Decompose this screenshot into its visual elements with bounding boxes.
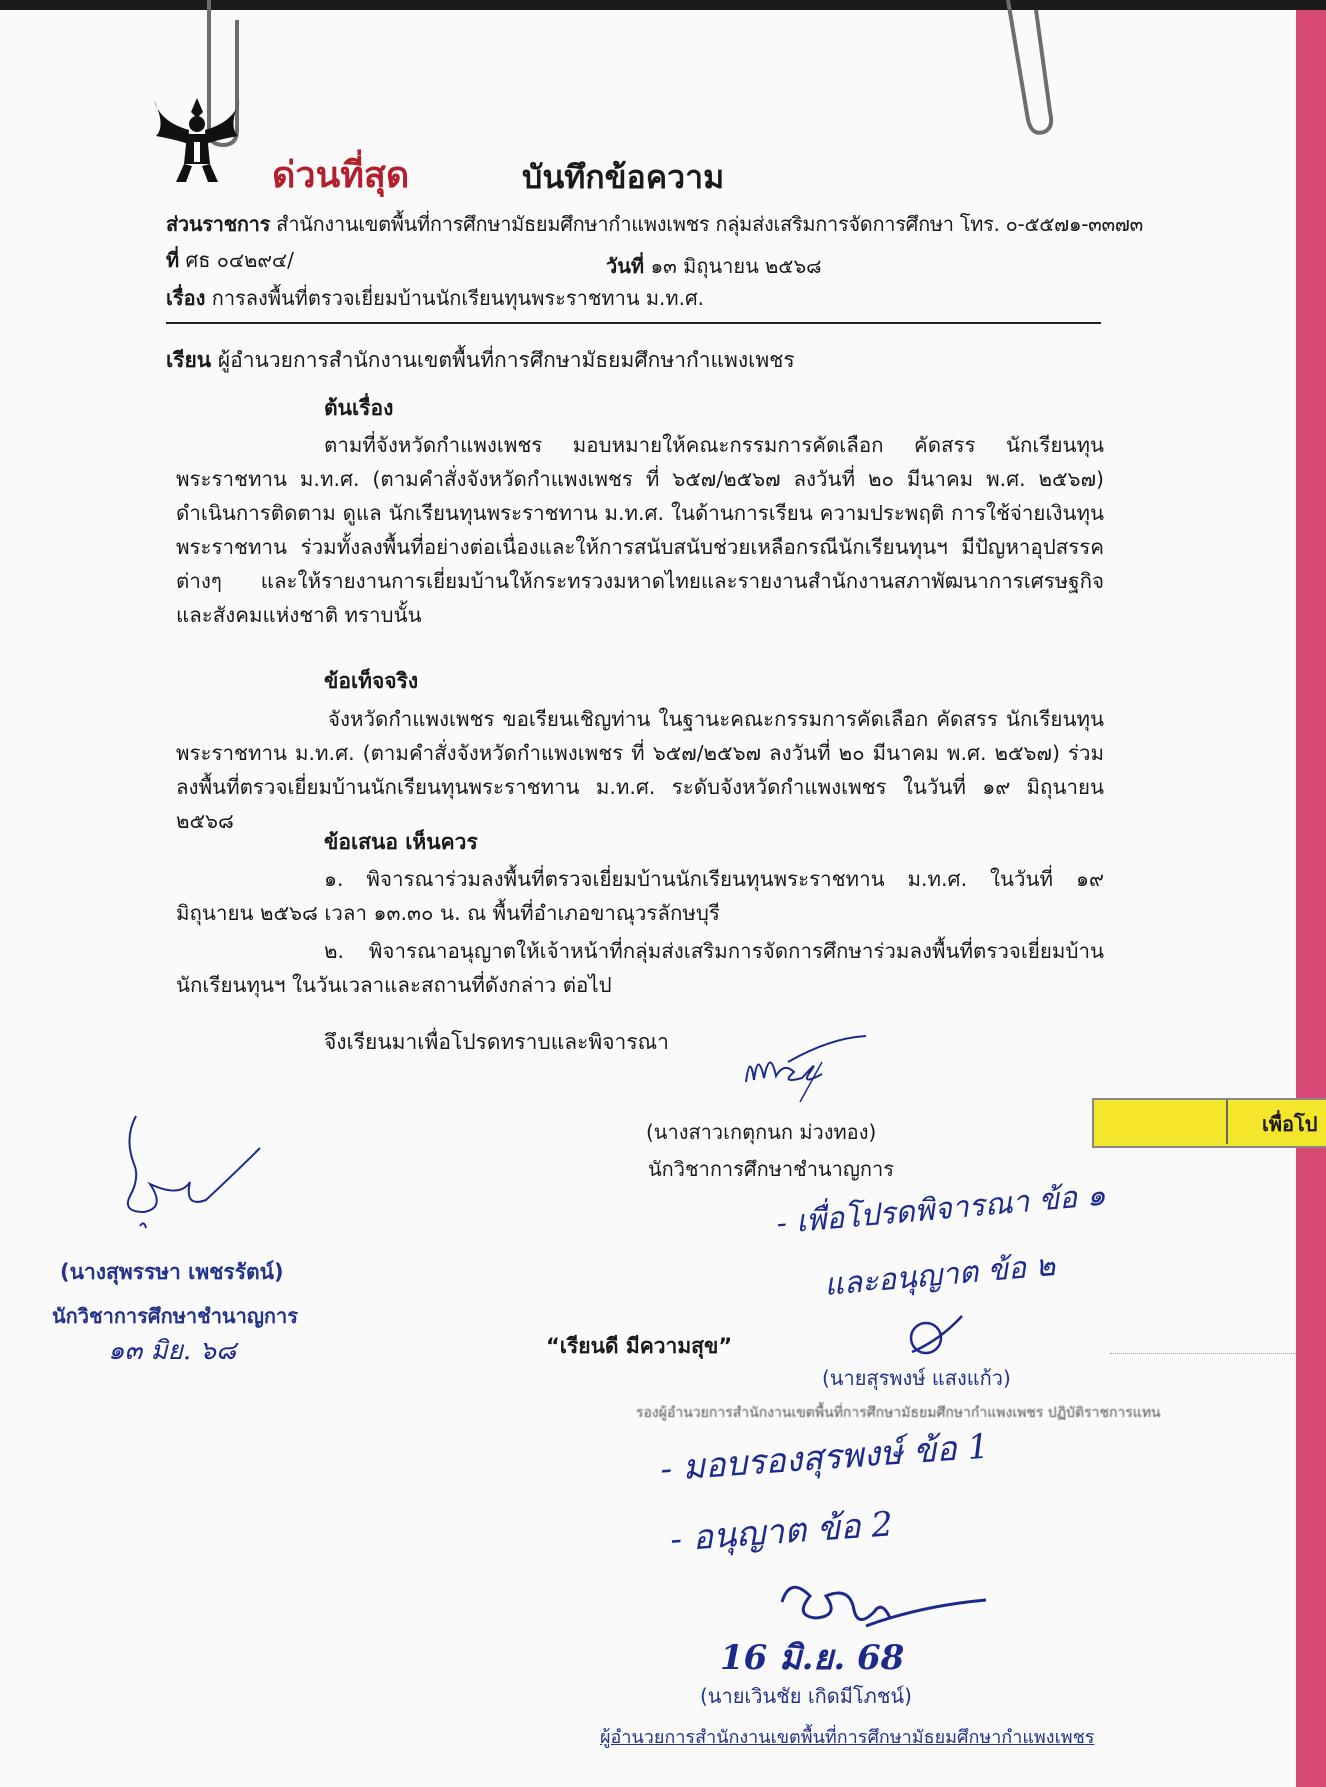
closing-line: จึงเรียนมาเพื่อโปรดทราบและพิจารณา bbox=[324, 1030, 669, 1054]
subject-value: การลงพื้นที่ตรวจเยี่ยมบ้านนักเรียนทุนพระราชทาน ม.ท.ศ. bbox=[211, 286, 704, 310]
urgency-label: ด่วนที่สุด bbox=[272, 155, 410, 196]
background-heading: ต้นเรื่อง bbox=[324, 396, 394, 420]
left-signature bbox=[110, 1108, 270, 1238]
facts-heading: ข้อเท็จจริง bbox=[324, 669, 419, 693]
date-value: ๑๓ มิถุนายน ๒๕๖๘ bbox=[650, 254, 822, 278]
handwritten-note-3: - มอบรองสุรพงษ์ ข้อ 1 bbox=[659, 1426, 991, 1490]
paper-clip-right-icon bbox=[990, 0, 1060, 140]
agency-value: สำนักงานเขตพื้นที่การศึกษามัธยมศึกษากำแพงเพชร กลุ่มส่งเสริมการจัดการศึกษา โทร. ๐-๕๕๗๑-๓๓๗๓ bbox=[276, 212, 1144, 236]
deputy-title: รองผู้อำนวยการสำนักงานเขตพื้นที่การศึกษามัธยมศึกษากำแพงเพชร ปฏิบัติราชการแทน bbox=[636, 1405, 1161, 1421]
officer-signature bbox=[740, 1032, 870, 1102]
proposal-item-2: ๒. พิจารณาอนุญาตให้เจ้าหน้าที่กลุ่มส่งเสริมการจัดการศึกษาร่วมลงพื้นที่ตรวจเยี่ยมบ้านนักเรียนทุนฯ ในวันเวลาและสถานที่ดังกล่าว ต่อไป bbox=[176, 939, 1104, 997]
subject-label: เรื่อง bbox=[166, 286, 206, 310]
director-date: 16 มิ.ย. 68 bbox=[720, 1638, 905, 1678]
reference-line bbox=[166, 244, 294, 276]
director-signature bbox=[770, 1566, 990, 1636]
salutation-label: เรียน bbox=[166, 348, 212, 372]
ref-label: ที่ bbox=[166, 248, 180, 272]
facts-text: จังหวัดกำแพงเพชร ขอเรียนเชิญท่าน ในฐานะคณะกรรมการคัดเลือก คัดสรร นักเรียนทุนพระราชทาน ม.ท.ศ. (ตามคำสั่งจังหวัดกำแพงเพชร ที่ ๖๕๗/๒๕๖๗ ลงวันที่ ๒๐ มีนาคม พ.ศ. ๒๕๖๗) ร่วมลงพื้นที่ตรวจเยี่ยมบ้านนักเรียนทุนพระราชทาน ม.ท.ศ. ระดับจังหวัดกำแพงเพชร ในวันที่ ๑๙ มิถุนายน ๒๕๖๘ bbox=[176, 707, 1104, 833]
handwritten-note-4: - อนุญาต ข้อ 2 bbox=[668, 1504, 895, 1560]
proposal-item-1: ๑. พิจารณาร่วมลงพื้นที่ตรวจเยี่ยมบ้านนักเรียนทุนพระราชทาน ม.ท.ศ. ในวันที่ ๑๙ มิถุนายน ๒๕๖๘ เวลา ๑๓.๓๐ น. ณ พื้นที่อำเภอขาณุวรลักษบุรี bbox=[176, 867, 1104, 925]
agency-label: ส่วนราชการ bbox=[166, 212, 271, 236]
left-signer-title: นักวิชาการศึกษาชำนาญการ bbox=[52, 1304, 298, 1328]
tab-label: เพื่อโป bbox=[1262, 1112, 1318, 1136]
salutation-value: ผู้อำนวยการสำนักงานเขตพื้นที่การศึกษามัธยมศึกษากำแพงเพชร bbox=[217, 348, 795, 372]
left-signer-date: ๑๓ มิย. ๖๘ bbox=[108, 1336, 237, 1366]
header-divider bbox=[166, 322, 1101, 324]
date-line bbox=[606, 250, 822, 282]
background-edge bbox=[1296, 10, 1326, 1787]
background-text: ตามที่จังหวัดกำแพงเพชร มอบหมายให้คณะกรรมการคัดเลือก คัดสรร นักเรียนทุนพระราชทาน ม.ท.ศ. (ตามคำสั่งจังหวัดกำแพงเพชร ที่ ๖๕๗/๒๕๖๗ ลงวันที่ ๒๐ มีนาคม พ.ศ. ๒๕๖๗) ดำเนินการติดตาม ดูแล นักเรียนทุนพระราชทาน ม.ท.ศ. ในด้านการเรียน ความประพฤติ การใช้จ่ายเงินทุนพระราชทาน ร่วมทั้งลงพื้นที่อย่างต่อเนื่องและให้การสนับสนับช่วยเหลือกรณีนักเรียนทุนฯ มีปัญหาอุปสรรคต่างๆ และให้รายงานการเยี่ยมบ้านให้กระทรวงมหาดไทยและรายงานสำนักงานสภาพัฒนาการเศรษฐกิจและสังคมแห่งชาติ ทราบนั้น bbox=[176, 433, 1104, 627]
subject-line bbox=[166, 282, 704, 314]
officer-name: (นางสาวเกตุกนก ม่วงทอง) bbox=[646, 1120, 877, 1144]
handwritten-note-2: และอนุญาต ข้อ ๒ bbox=[822, 1247, 1057, 1304]
deputy-name: (นายสุรพงษ์ แสงแก้ว) bbox=[822, 1366, 1011, 1390]
tab-divider bbox=[1226, 1100, 1228, 1144]
director-title: ผู้อำนวยการสำนักงานเขตพื้นที่การศึกษามัธยมศึกษากำแพงเพชร bbox=[600, 1727, 1095, 1748]
ref-value: ศธ ๐๔๒๙๔/ bbox=[185, 248, 294, 272]
deputy-dotted-line bbox=[1110, 1353, 1296, 1354]
agency-line bbox=[166, 208, 1143, 240]
date-label: วันที่ bbox=[606, 254, 645, 278]
greeting-stamp: “เรียนดี มีความสุข” bbox=[546, 1334, 733, 1358]
director-name: (นายเวินชัย เกิดมีโภชน์) bbox=[700, 1684, 912, 1708]
handwritten-note-1: - เพื่อโปรดพิจารณา ข้อ ๑ bbox=[775, 1177, 1108, 1242]
deputy-signature bbox=[900, 1312, 980, 1362]
proposal-heading: ข้อเสนอ เห็นควร bbox=[324, 830, 478, 854]
garuda-emblem-icon bbox=[150, 92, 245, 187]
document-title: บันทึกข้อความ bbox=[522, 158, 725, 196]
left-signer-name: (นางสุพรรษา เพชรรัตน์) bbox=[60, 1260, 284, 1284]
officer-title: นักวิชาการศึกษาชำนาญการ bbox=[648, 1157, 894, 1181]
salutation-line bbox=[166, 344, 795, 377]
